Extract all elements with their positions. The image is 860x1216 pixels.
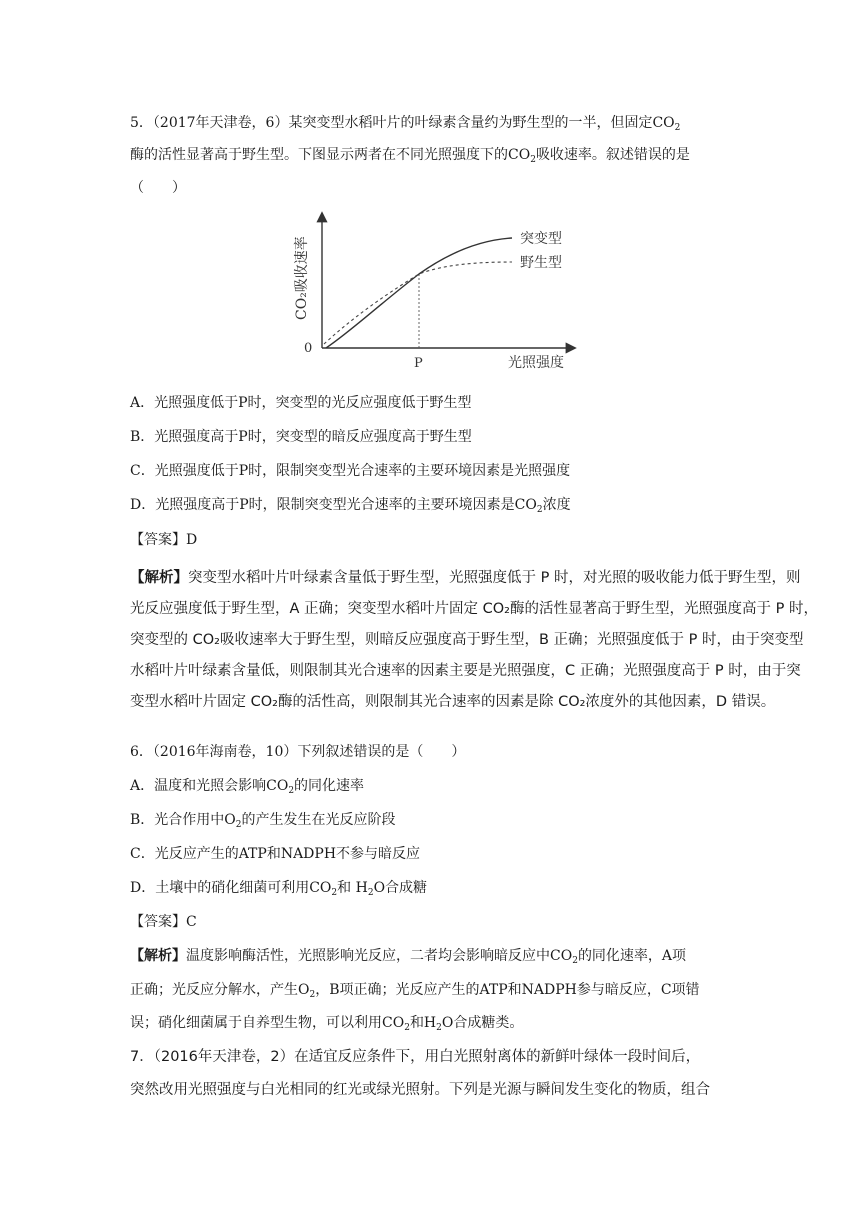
origin-label: 0 <box>304 341 313 356</box>
q6-option-a: A．温度和光照会影响$CO_2$的同化速率 <box>130 778 365 796</box>
q5-explanation-line: 光反应强度低于野生型，A 正确；突变型水稻叶片固定 CO₂酶的活性显著高于野生型，光照强度高于 P 时， <box>130 601 818 617</box>
q6-answer: 【答案】C <box>130 914 197 930</box>
p-label: P <box>414 356 423 371</box>
series-mutant-label: 突变型 <box>520 231 562 247</box>
q5-option-c: C．光照强度低于P时，限制突变型光合速率的主要环境因素是光照强度 <box>130 463 571 479</box>
q7-stem-line-2: 突然改用光照强度与白光相同的红光或绿光照射。下列是光源与瞬间发生变化的物质，组合 <box>130 1082 710 1098</box>
q5-explanation-line: 水稻叶片叶绿素含量低，则限制其光合速率的因素主要是光照强度，C 正确；光照强度高于 P 时，由于突 <box>130 663 801 679</box>
q6-option-d: D．土壤中的硝化细菌可利用$CO_2$和 $H_2O$合成糖 <box>130 880 428 898</box>
q7-stem-line-1: 7．（2016年天津卷，2）在适宜反应条件下，用白光照射离体的新鲜叶绿体一段时间后， <box>130 1049 701 1065</box>
q6-option-c: C．光反应产生的ATP和NADPH不参与暗反应 <box>130 846 421 862</box>
q5-answer: 【答案】D <box>130 532 198 548</box>
q6-explanation-line-2: 正确；光反应分解水，产生$O_2$，B项正确；光反应产生的ATP和NADPH参与暗反应，C项错 <box>130 982 700 1000</box>
q5-option-b: B．光照强度高于P时，突变型的暗反应强度高于野生型 <box>130 429 472 445</box>
q5-explanation <box>130 563 818 718</box>
q6-stem: 6．（2016年海南卷，10）下列叙述错误的是（ ） <box>130 744 466 760</box>
q5-option-a: A．光照强度低于P时，突变型的光反应强度低于野生型 <box>130 395 472 411</box>
series-wild-label: 野生型 <box>520 255 562 271</box>
q5-option-d: D．光照强度高于P时，限制突变型光合速率的主要环境因素是$CO_2$浓度 <box>130 497 571 515</box>
q5-stem-line-1: 5．（2017年天津卷，6）某突变型水稻叶片的叶绿素含量约为野生型的一半，但固定$CO_2$ <box>130 115 681 133</box>
q5-answer-blank: （ ） <box>130 180 186 196</box>
q5-explanation-line: 变型水稻叶片固定 CO₂酶的活性高，则限制其光合速率的因素是除 CO₂浓度外的其他因素，D 错误。 <box>130 694 776 710</box>
co2-uptake-chart <box>280 208 580 378</box>
q6-option-b: B．光合作用中$O_2$的产生发生在光反应阶段 <box>130 812 396 830</box>
x-axis-label: 光照强度 <box>508 355 564 371</box>
q5-explanation-line: 【解析】突变型水稻叶片叶绿素含量低于野生型，光照强度低于 P 时，对光照的吸收能力低于野生型，则 <box>130 570 801 586</box>
q5-explanation-line: 突变型的 CO₂吸收速率大于野生型，则暗反应强度高于野生型，B 正确；光照强度低于 P 时，由于突变型 <box>130 632 804 648</box>
y-axis-label: CO₂吸收速率 <box>294 236 310 320</box>
q6-explanation-line-3: 误；硝化细菌属于自养型生物，可以利用$CO_2$和$H_2O$合成糖类。 <box>130 1015 524 1033</box>
q5-stem-line-2: 酶的活性显著高于野生型。下图显示两者在不同光照强度下的$CO_2$吸收速率。叙述错误的是 <box>130 147 690 165</box>
q6-explanation-line-1: 【解析】温度影响酶活性，光照影响光反应，二者均会影响暗反应中$CO_2$的同化速率，A项 <box>130 948 687 966</box>
